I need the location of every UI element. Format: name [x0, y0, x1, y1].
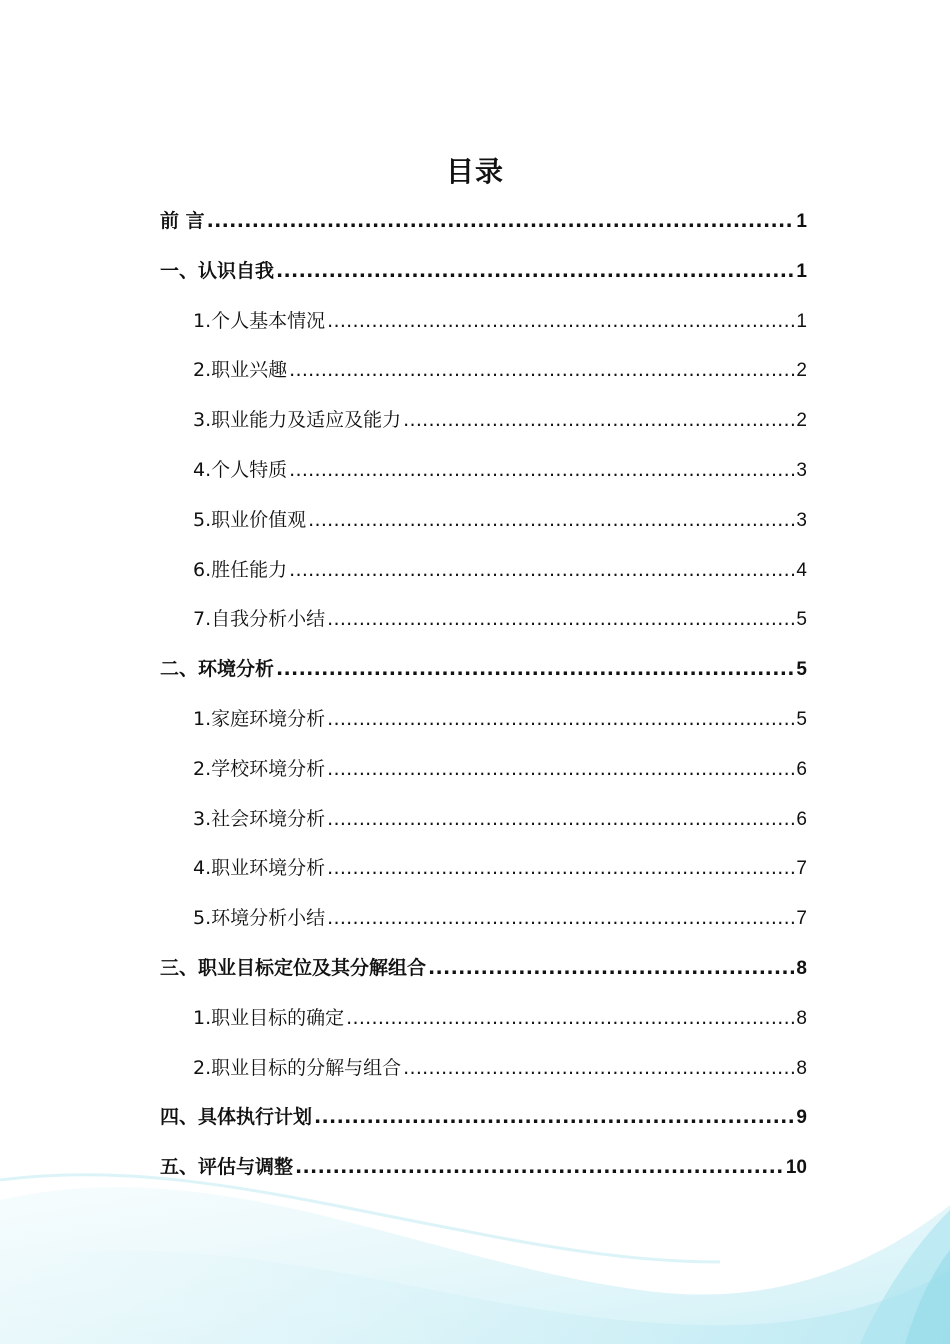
toc-dot-leader [403, 396, 794, 446]
toc-entry-label: 2.学校环境分析 [193, 757, 326, 780]
toc-entry-label: 四、具体执行计划 [160, 1106, 313, 1129]
toc-entry-label: 3.社会环境分析 [193, 807, 326, 830]
toc-entry-label: 五、评估与调整 [160, 1156, 294, 1179]
toc-entry-section[interactable] [160, 446, 807, 496]
toc-dot-leader [207, 197, 795, 247]
toc-entry-label: 二、环境分析 [160, 658, 275, 681]
toc-entry-section[interactable] [160, 695, 807, 745]
toc-dot-leader [314, 1093, 794, 1143]
toc-entry-page-number: 7 [796, 858, 807, 880]
toc-dot-leader [308, 496, 794, 546]
toc-dot-leader [428, 944, 794, 994]
toc-entry-section[interactable] [160, 496, 807, 546]
toc-entry-page-number: 10 [785, 1157, 807, 1179]
toc-entry-section[interactable] [160, 1044, 807, 1094]
toc-entry-page-number: 7 [796, 908, 807, 930]
toc-entry-label: 4.职业环境分析 [193, 857, 326, 880]
toc-entry-label: 3.职业能力及适应及能力 [193, 409, 402, 432]
toc-entry-page-number: 1 [796, 211, 807, 232]
toc-entry-label: 2.职业兴趣 [193, 359, 288, 382]
toc-entry-page-number: 3 [796, 459, 807, 481]
toc-entry-label: 1.个人基本情况 [193, 309, 326, 332]
toc-entry-label: 5.环境分析小结 [193, 907, 326, 930]
toc-entry-label: 4.个人特质 [193, 458, 288, 481]
toc-entry-chapter[interactable] [160, 197, 807, 247]
toc-entry-page-number: 8 [796, 1007, 807, 1029]
toc-entry-section[interactable] [160, 297, 807, 347]
toc-entry-section[interactable] [160, 595, 807, 645]
toc-entry-page-number: 8 [796, 1057, 807, 1079]
toc-dot-leader [289, 346, 794, 396]
toc-dot-leader [327, 745, 794, 795]
toc-dot-leader [327, 595, 794, 645]
toc-entry-section[interactable] [160, 745, 807, 795]
toc-entry-label: 三、职业目标定位及其分解组合 [160, 956, 427, 979]
toc-entry-chapter[interactable] [160, 645, 807, 695]
toc-dot-leader [289, 446, 794, 496]
toc-entry-section[interactable] [160, 795, 807, 845]
toc-entry-page-number: 2 [796, 360, 807, 382]
toc-entry-page-number: 5 [796, 708, 807, 730]
toc-entry-page-number: 8 [796, 957, 807, 979]
toc-dot-leader [327, 894, 794, 944]
toc-dot-leader [327, 297, 794, 347]
toc-entry-section[interactable] [160, 346, 807, 396]
toc-dot-leader [276, 645, 794, 695]
toc-entry-page-number: 5 [796, 609, 807, 631]
toc-entry-section[interactable] [160, 894, 807, 944]
toc-entry-chapter[interactable] [160, 944, 807, 994]
toc-dot-leader [327, 844, 794, 894]
toc-entry-section[interactable] [160, 546, 807, 596]
toc-entry-chapter[interactable] [160, 1143, 807, 1193]
toc-entry-label: 2.职业目标的分解与组合 [193, 1056, 402, 1079]
toc-entry-page-number: 6 [796, 808, 807, 830]
toc-entry-label: 5.职业价值观 [193, 508, 307, 531]
toc-dot-leader [327, 795, 794, 845]
toc-entry-page-number: 1 [796, 260, 807, 282]
toc-dot-leader [346, 994, 794, 1044]
toc-entry-chapter[interactable] [160, 247, 807, 297]
toc-entry-page-number: 3 [796, 509, 807, 531]
toc-dot-leader [327, 695, 794, 745]
toc-entry-label: 1.职业目标的确定 [193, 1006, 345, 1029]
toc-entry-section[interactable] [160, 396, 807, 446]
toc-dot-leader [289, 546, 794, 596]
toc-entry-page-number: 5 [796, 659, 807, 681]
toc-entry-section[interactable] [160, 994, 807, 1044]
toc-dot-leader [403, 1044, 794, 1094]
toc-entry-label: 1.家庭环境分析 [193, 707, 326, 730]
toc-title: 目录 [445, 155, 504, 188]
toc-entry-page-number: 6 [796, 758, 807, 780]
toc-entry-label: 前 言 [160, 210, 205, 232]
toc-entry-page-number: 4 [796, 559, 807, 581]
toc-entry-page-number: 2 [796, 410, 807, 432]
toc-entry-page-number: 1 [796, 310, 807, 332]
toc-entry-label: 6.胜任能力 [193, 558, 288, 581]
toc-entry-section[interactable] [160, 844, 807, 894]
toc-dot-leader [295, 1143, 784, 1193]
toc-entry-chapter[interactable] [160, 1093, 807, 1143]
toc-entry-label: 7.自我分析小结 [193, 608, 326, 631]
toc-entry-label: 一、认识自我 [160, 259, 275, 282]
toc-list [160, 197, 807, 1193]
toc-entry-page-number: 9 [796, 1107, 807, 1129]
toc-dot-leader [276, 247, 794, 297]
